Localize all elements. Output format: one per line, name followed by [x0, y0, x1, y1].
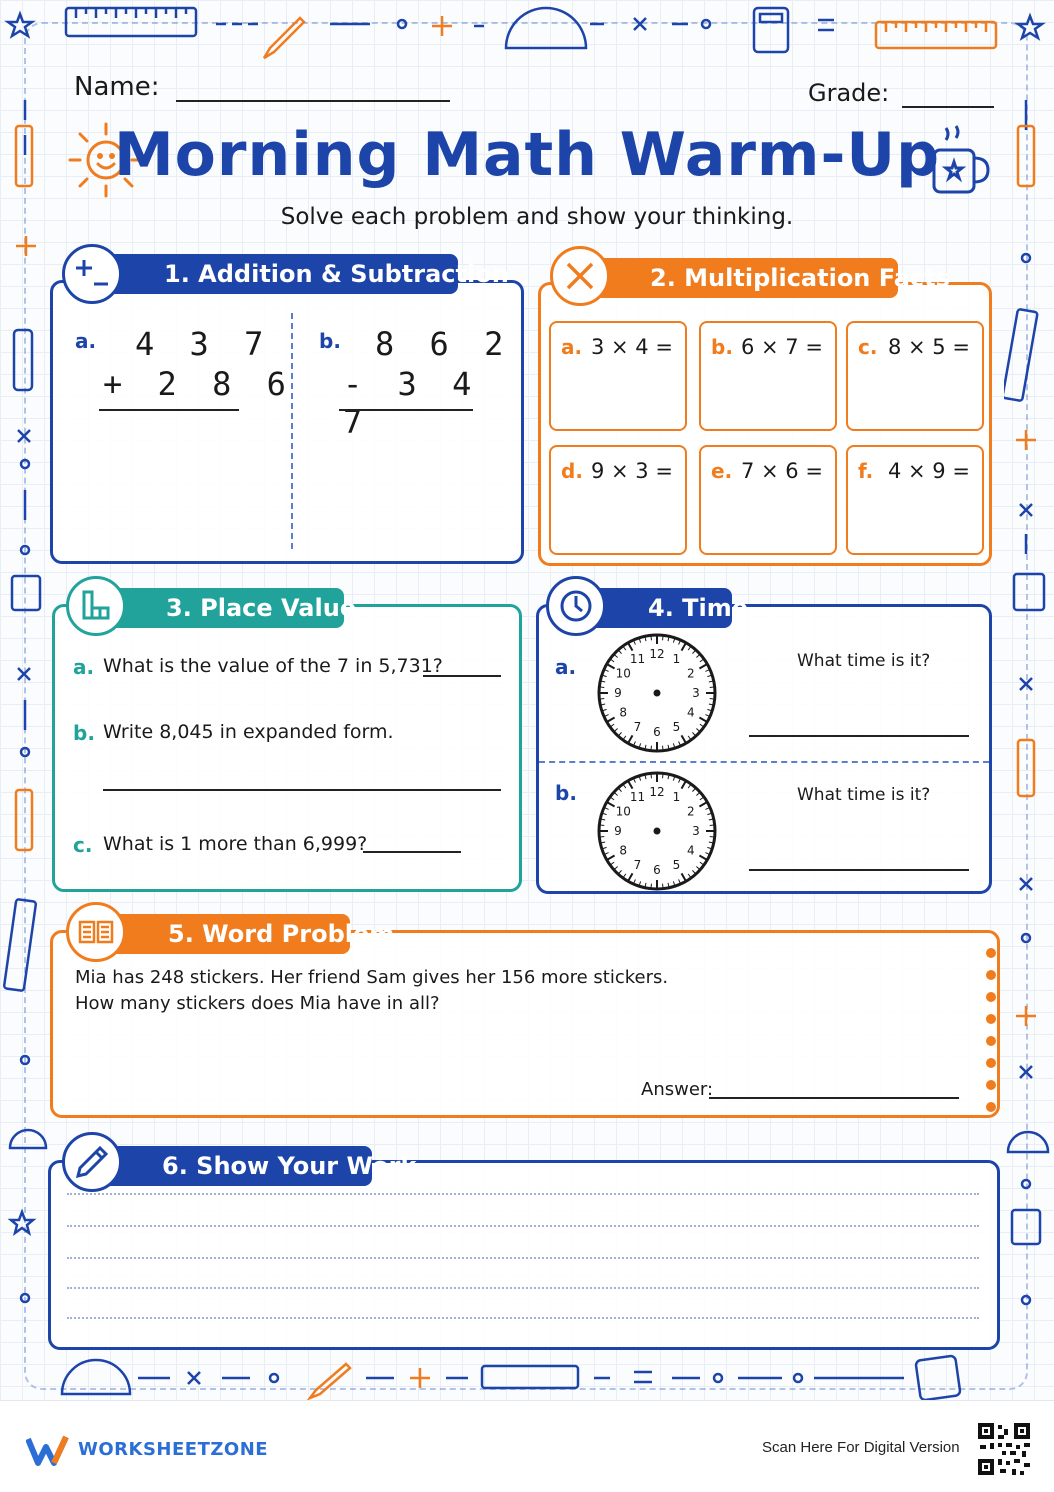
fact-c-letter: c. — [858, 335, 878, 359]
answer-label: Answer: — [641, 1079, 714, 1100]
fact-box-d[interactable] — [549, 445, 687, 555]
fact-d-expr: 9 × 3 = — [591, 459, 673, 483]
pv-c-answer-line[interactable] — [363, 851, 461, 853]
section5-title: 5. Word Problem — [94, 914, 350, 954]
work-line — [67, 1225, 979, 1227]
pv-a-question: What is the value of the 7 in 5,731? — [103, 655, 443, 677]
grade-field[interactable] — [808, 78, 994, 108]
section-addition-subtraction — [50, 280, 524, 564]
pv-b-question: Write 8,045 in expanded form. — [103, 721, 394, 743]
page-title: Morning Math Warm-Up — [113, 120, 941, 190]
fact-box-f[interactable] — [846, 445, 984, 555]
section6-title: 6. Show Your Work — [88, 1146, 372, 1186]
pencil-icon — [264, 18, 304, 58]
work-line — [67, 1317, 979, 1319]
problem-a-letter: a. — [75, 329, 97, 353]
brand-name[interactable]: WORKSHEETZONE — [78, 1439, 269, 1460]
times-icon — [634, 18, 646, 30]
clock-number: 1 — [672, 790, 681, 805]
blocks-icon — [66, 576, 126, 636]
notebook-rings — [979, 939, 1003, 1115]
fact-d-letter: d. — [561, 459, 583, 483]
clock-face-a — [593, 629, 721, 757]
work-line — [67, 1287, 979, 1289]
fact-f-letter: f. — [858, 459, 874, 483]
time-a-letter: a. — [555, 655, 577, 679]
pv-a-letter: a. — [73, 655, 95, 679]
clock-number: 1 — [672, 652, 681, 667]
fact-a-expr: 3 × 4 = — [591, 335, 673, 359]
fact-box-b[interactable] — [699, 321, 837, 431]
clock-number: 10 — [615, 666, 631, 681]
mug-icon — [928, 122, 992, 198]
star-icon — [8, 14, 32, 36]
problem-a-top: 4 3 7 — [135, 325, 272, 363]
name-field[interactable] — [74, 72, 450, 102]
top-decorations — [0, 0, 1054, 60]
section-time — [536, 604, 992, 894]
fact-e-expr: 7 × 6 = — [741, 459, 823, 483]
fact-f-expr: 4 × 9 = — [888, 459, 970, 483]
problem-a-bar — [99, 409, 239, 411]
left-decorations — [0, 60, 50, 1380]
name-label: Name: — [74, 72, 160, 102]
clock-number: 3 — [692, 824, 700, 838]
clock-number: 4 — [686, 843, 695, 858]
fact-box-c[interactable] — [846, 321, 984, 431]
time-a-answer-line[interactable] — [749, 735, 969, 737]
worksheetzone-logo-icon — [26, 1435, 70, 1467]
clock-number: 12 — [649, 785, 665, 799]
footer — [0, 1400, 1054, 1492]
clock-number: 11 — [629, 790, 646, 805]
section1-title: 1. Addition & Subtraction — [90, 254, 458, 294]
clock-number: 7 — [633, 857, 642, 872]
fact-b-expr: 6 × 7 = — [741, 335, 823, 359]
problem-b-bottom: - 3 4 7 — [343, 365, 480, 441]
word-problem-line2: How many stickers does Mia have in all? — [75, 993, 440, 1014]
clock-number: 2 — [686, 666, 695, 681]
clock-number: 4 — [686, 705, 695, 720]
clock-number: 8 — [619, 705, 628, 720]
problem-b-top: 8 6 2 — [375, 325, 512, 363]
qr-code-icon[interactable] — [976, 1421, 1032, 1477]
clock-number: 11 — [629, 652, 646, 667]
section-show-your-work[interactable] — [48, 1160, 1000, 1350]
section-word-problem — [50, 930, 1000, 1118]
clock-number: 9 — [614, 824, 622, 838]
time-b-letter: b. — [555, 781, 577, 805]
plus-minus-icon — [62, 244, 122, 304]
section3-title: 3. Place Value — [92, 588, 344, 628]
fact-box-e[interactable] — [699, 445, 837, 555]
grade-label: Grade: — [808, 79, 890, 107]
section2-title: 2. Multiplication Facts — [576, 258, 898, 298]
pv-b-letter: b. — [73, 721, 95, 745]
clock-number: 2 — [686, 804, 695, 819]
book-icon — [66, 902, 126, 962]
fact-box-a[interactable] — [549, 321, 687, 431]
work-line — [67, 1257, 979, 1259]
section4-title: 4. Time — [574, 588, 732, 628]
clock-number: 5 — [672, 857, 681, 872]
time-b-answer-line[interactable] — [749, 869, 969, 871]
grade-blank[interactable] — [902, 106, 994, 108]
section-multiplication-facts — [538, 282, 992, 566]
protractor-icon — [506, 8, 586, 48]
pencil-icon — [62, 1132, 122, 1192]
pv-a-answer-line[interactable] — [423, 675, 501, 677]
clock-icon — [546, 576, 606, 636]
fact-b-letter: b. — [711, 335, 733, 359]
scan-text: Scan Here For Digital Version — [762, 1439, 960, 1456]
fact-e-letter: e. — [711, 459, 733, 483]
clock-number: 12 — [649, 647, 665, 661]
clock-number: 7 — [633, 719, 642, 734]
time-a-question: What time is it? — [797, 651, 931, 671]
fact-c-expr: 8 × 5 = — [888, 335, 970, 359]
column-divider — [291, 313, 293, 549]
clock-face-b — [593, 767, 721, 895]
times-icon — [550, 246, 610, 306]
fact-a-letter: a. — [561, 335, 583, 359]
clock-number: 6 — [653, 725, 661, 739]
word-problem-line1: Mia has 248 stickers. Her friend Sam gives her 156 more stickers. — [75, 967, 669, 988]
time-b-question: What time is it? — [797, 785, 931, 805]
clock-number: 6 — [653, 863, 661, 877]
clock-number: 8 — [619, 843, 628, 858]
problem-b-letter: b. — [319, 329, 341, 353]
problem-b-bar — [339, 409, 473, 411]
work-line — [67, 1193, 979, 1195]
problem-a-bottom: + 2 8 6 — [103, 365, 294, 403]
clock-number: 5 — [672, 719, 681, 734]
bottom-decorations — [0, 1350, 1054, 1400]
pv-c-letter: c. — [73, 833, 93, 857]
plus-icon — [432, 16, 452, 36]
clock-number: 9 — [614, 686, 622, 700]
section-place-value — [52, 604, 522, 892]
name-blank[interactable] — [176, 100, 450, 102]
pv-b-answer-line[interactable] — [103, 789, 501, 791]
word-problem-answer-line[interactable] — [709, 1097, 959, 1099]
time-divider — [539, 761, 989, 763]
page-subtitle: Solve each problem and show your thinking. — [280, 204, 794, 230]
right-decorations — [1004, 60, 1054, 1380]
clock-number: 3 — [692, 686, 700, 700]
clock-number: 10 — [615, 804, 631, 819]
pv-c-question: What is 1 more than 6,999? — [103, 833, 368, 855]
